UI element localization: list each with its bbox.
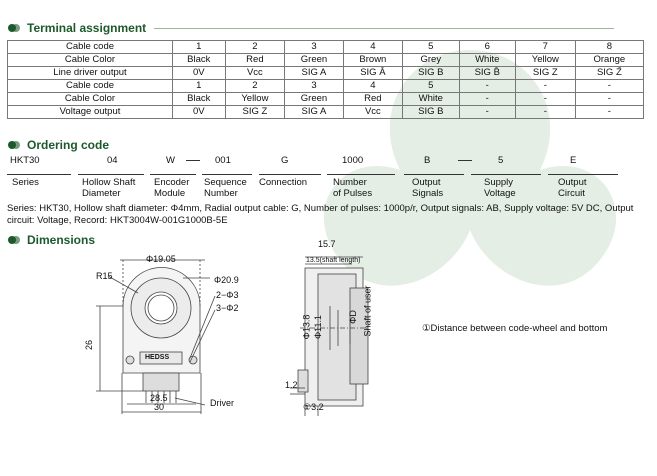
row-label: Voltage output xyxy=(8,106,173,119)
dimension-footnote: ①Distance between code-wheel and bottom xyxy=(422,323,608,334)
section-rule xyxy=(154,28,614,29)
dim-outer-diameter: Φ20.9 xyxy=(214,275,239,285)
table-cell: - xyxy=(459,106,515,119)
table-cell: - xyxy=(515,80,575,93)
table-cell: Yellow xyxy=(225,93,285,106)
ordering-section-title: Ordering code xyxy=(27,138,110,152)
dim-radius: R15 xyxy=(96,271,113,281)
table-cell: SIG Z xyxy=(515,67,575,80)
front-view xyxy=(96,260,215,414)
table-cell: SIG Ā xyxy=(343,67,402,80)
order-underline xyxy=(78,174,144,175)
table-row xyxy=(8,106,644,119)
row-label: Cable code xyxy=(8,41,173,54)
order-code-diameter: 04 xyxy=(107,155,118,166)
order-label-diameter: Hollow Shaft Diameter xyxy=(82,177,136,199)
dim-pin-holes: 3−Φ2 xyxy=(216,303,239,313)
row-label: Cable Color xyxy=(8,93,173,106)
order-code-circuit: E xyxy=(570,155,577,166)
dim-shaft-bore: Φ19.05 xyxy=(146,254,176,264)
table-cell: SIG A xyxy=(285,67,343,80)
section-bullet-icon xyxy=(7,233,21,247)
order-label-connection: Connection xyxy=(259,177,308,188)
terminal-section-header xyxy=(7,21,614,35)
table-row xyxy=(8,93,644,106)
order-separator-2 xyxy=(458,160,472,161)
table-row xyxy=(8,67,644,80)
table-cell: Green xyxy=(285,54,343,67)
table-cell: Green xyxy=(285,93,343,106)
table-cell: 3 xyxy=(285,41,343,54)
table-cell: Yellow xyxy=(515,54,575,67)
order-code-series: HKT30 xyxy=(10,155,40,166)
table-cell: 2 xyxy=(225,41,285,54)
table-cell: Grey xyxy=(403,54,459,67)
section-bullet-icon xyxy=(7,138,21,152)
table-cell: White xyxy=(459,54,515,67)
order-code-sequence: 001 xyxy=(215,155,231,166)
table-cell: SIG B̄ xyxy=(459,67,515,80)
dim-shaft-length: 13.5(shaft length) xyxy=(306,257,361,264)
ordering-section-header xyxy=(7,138,109,152)
order-code-connection: G xyxy=(281,155,289,166)
dim-hub-diameter: Φ11.1 xyxy=(313,314,324,340)
table-row xyxy=(8,54,644,67)
table-cell: 1 xyxy=(173,80,226,93)
table-cell: 2 xyxy=(225,80,285,93)
terminal-section-title: Terminal assignment xyxy=(27,21,147,35)
table-cell: Brown xyxy=(343,54,402,67)
order-underline xyxy=(404,174,464,175)
table-cell: 0V xyxy=(173,106,226,119)
table-cell: SIG B xyxy=(403,67,459,80)
dim-hole-spacing: 28.5 xyxy=(150,393,168,403)
order-underline xyxy=(7,174,71,175)
table-cell: - xyxy=(515,106,575,119)
dim-height: 26 xyxy=(84,339,95,351)
encoder-logo: HEDSS xyxy=(145,354,170,361)
table-cell: Vcc xyxy=(225,67,285,80)
table-cell: - xyxy=(575,80,643,93)
section-bullet-icon xyxy=(7,21,21,35)
table-cell: Orange xyxy=(575,54,643,67)
order-label-module: Encoder Module xyxy=(154,177,190,199)
dimensions-section-header xyxy=(7,233,95,247)
row-label: Cable Color xyxy=(8,54,173,67)
order-separator-1 xyxy=(186,160,200,161)
table-cell: 6 xyxy=(459,41,515,54)
table-cell: Vcc xyxy=(343,106,402,119)
row-label: Line driver output xyxy=(8,67,173,80)
dim-mount-holes: 2−Φ3 xyxy=(216,290,239,300)
dimension-drawings xyxy=(0,248,657,476)
order-label-sequence: Sequence Number xyxy=(204,177,247,199)
dim-driver-label: Driver xyxy=(210,398,234,408)
table-cell: - xyxy=(515,93,575,106)
table-cell: Red xyxy=(225,54,285,67)
dim-shaft-of-user: Shaft of user xyxy=(362,285,373,337)
table-cell: SIG Z̄ xyxy=(575,67,643,80)
dim-total-depth: 15.7 xyxy=(318,239,336,249)
table-cell: 8 xyxy=(575,41,643,54)
table-cell: 5 xyxy=(403,41,459,54)
order-label-voltage: Supply Voltage xyxy=(484,177,516,199)
order-underline xyxy=(259,174,321,175)
dimensions-section-title: Dimensions xyxy=(27,233,96,247)
order-label-signals: Output Signals xyxy=(412,177,444,199)
table-cell: 5 xyxy=(403,80,459,93)
table-row xyxy=(8,41,644,54)
order-label-pulses: Number of Pulses xyxy=(333,177,373,199)
table-cell: Black xyxy=(173,54,226,67)
table-cell: White xyxy=(403,93,459,106)
table-cell: - xyxy=(459,80,515,93)
table-cell: 4 xyxy=(343,41,402,54)
table-cell: 4 xyxy=(343,80,402,93)
order-underline xyxy=(327,174,395,175)
table-cell: SIG B xyxy=(403,106,459,119)
dim-base-offset: 1.2 xyxy=(285,380,298,390)
row-label: Cable code xyxy=(8,80,173,93)
order-underline xyxy=(471,174,541,175)
table-cell: - xyxy=(459,93,515,106)
table-cell: 0V xyxy=(173,67,226,80)
table-cell: SIG A xyxy=(285,106,343,119)
dim-collar-diameter: Φ13.8 xyxy=(301,314,312,340)
table-cell: SIG Z xyxy=(225,106,285,119)
order-code-signals: B xyxy=(424,155,431,166)
table-cell: Red xyxy=(343,93,402,106)
dim-codewheel-distance: ①3.2 xyxy=(303,402,324,412)
table-cell: 7 xyxy=(515,41,575,54)
table-cell: - xyxy=(575,106,643,119)
order-underline xyxy=(150,174,196,175)
order-underline xyxy=(202,174,252,175)
table-cell: 3 xyxy=(285,80,343,93)
table-row xyxy=(8,80,644,93)
order-label-circuit: Output Circuit xyxy=(558,177,587,199)
order-label-series: Series xyxy=(12,177,39,188)
order-underline xyxy=(548,174,618,175)
order-code-voltage: 5 xyxy=(498,155,504,166)
order-code-module: W xyxy=(166,155,175,166)
table-cell: 1 xyxy=(173,41,226,54)
terminal-table xyxy=(7,40,644,119)
table-cell: - xyxy=(575,93,643,106)
dim-width: 30 xyxy=(154,402,165,412)
dim-user-shaft-diameter: ΦD xyxy=(347,310,358,324)
order-code-pulses: 1000 xyxy=(342,155,364,166)
ordering-example-description: Series: HKT30, Hollow shaft diameter: Φ4mm, Radial output cable: G, Number of pulses: 1000p/r, Output signals: AB, Supply voltage: 5V DC, Output circuit: Voltage, Record: HKT3004W-001G1000B-5E xyxy=(7,203,634,226)
table-cell: Black xyxy=(173,93,226,106)
